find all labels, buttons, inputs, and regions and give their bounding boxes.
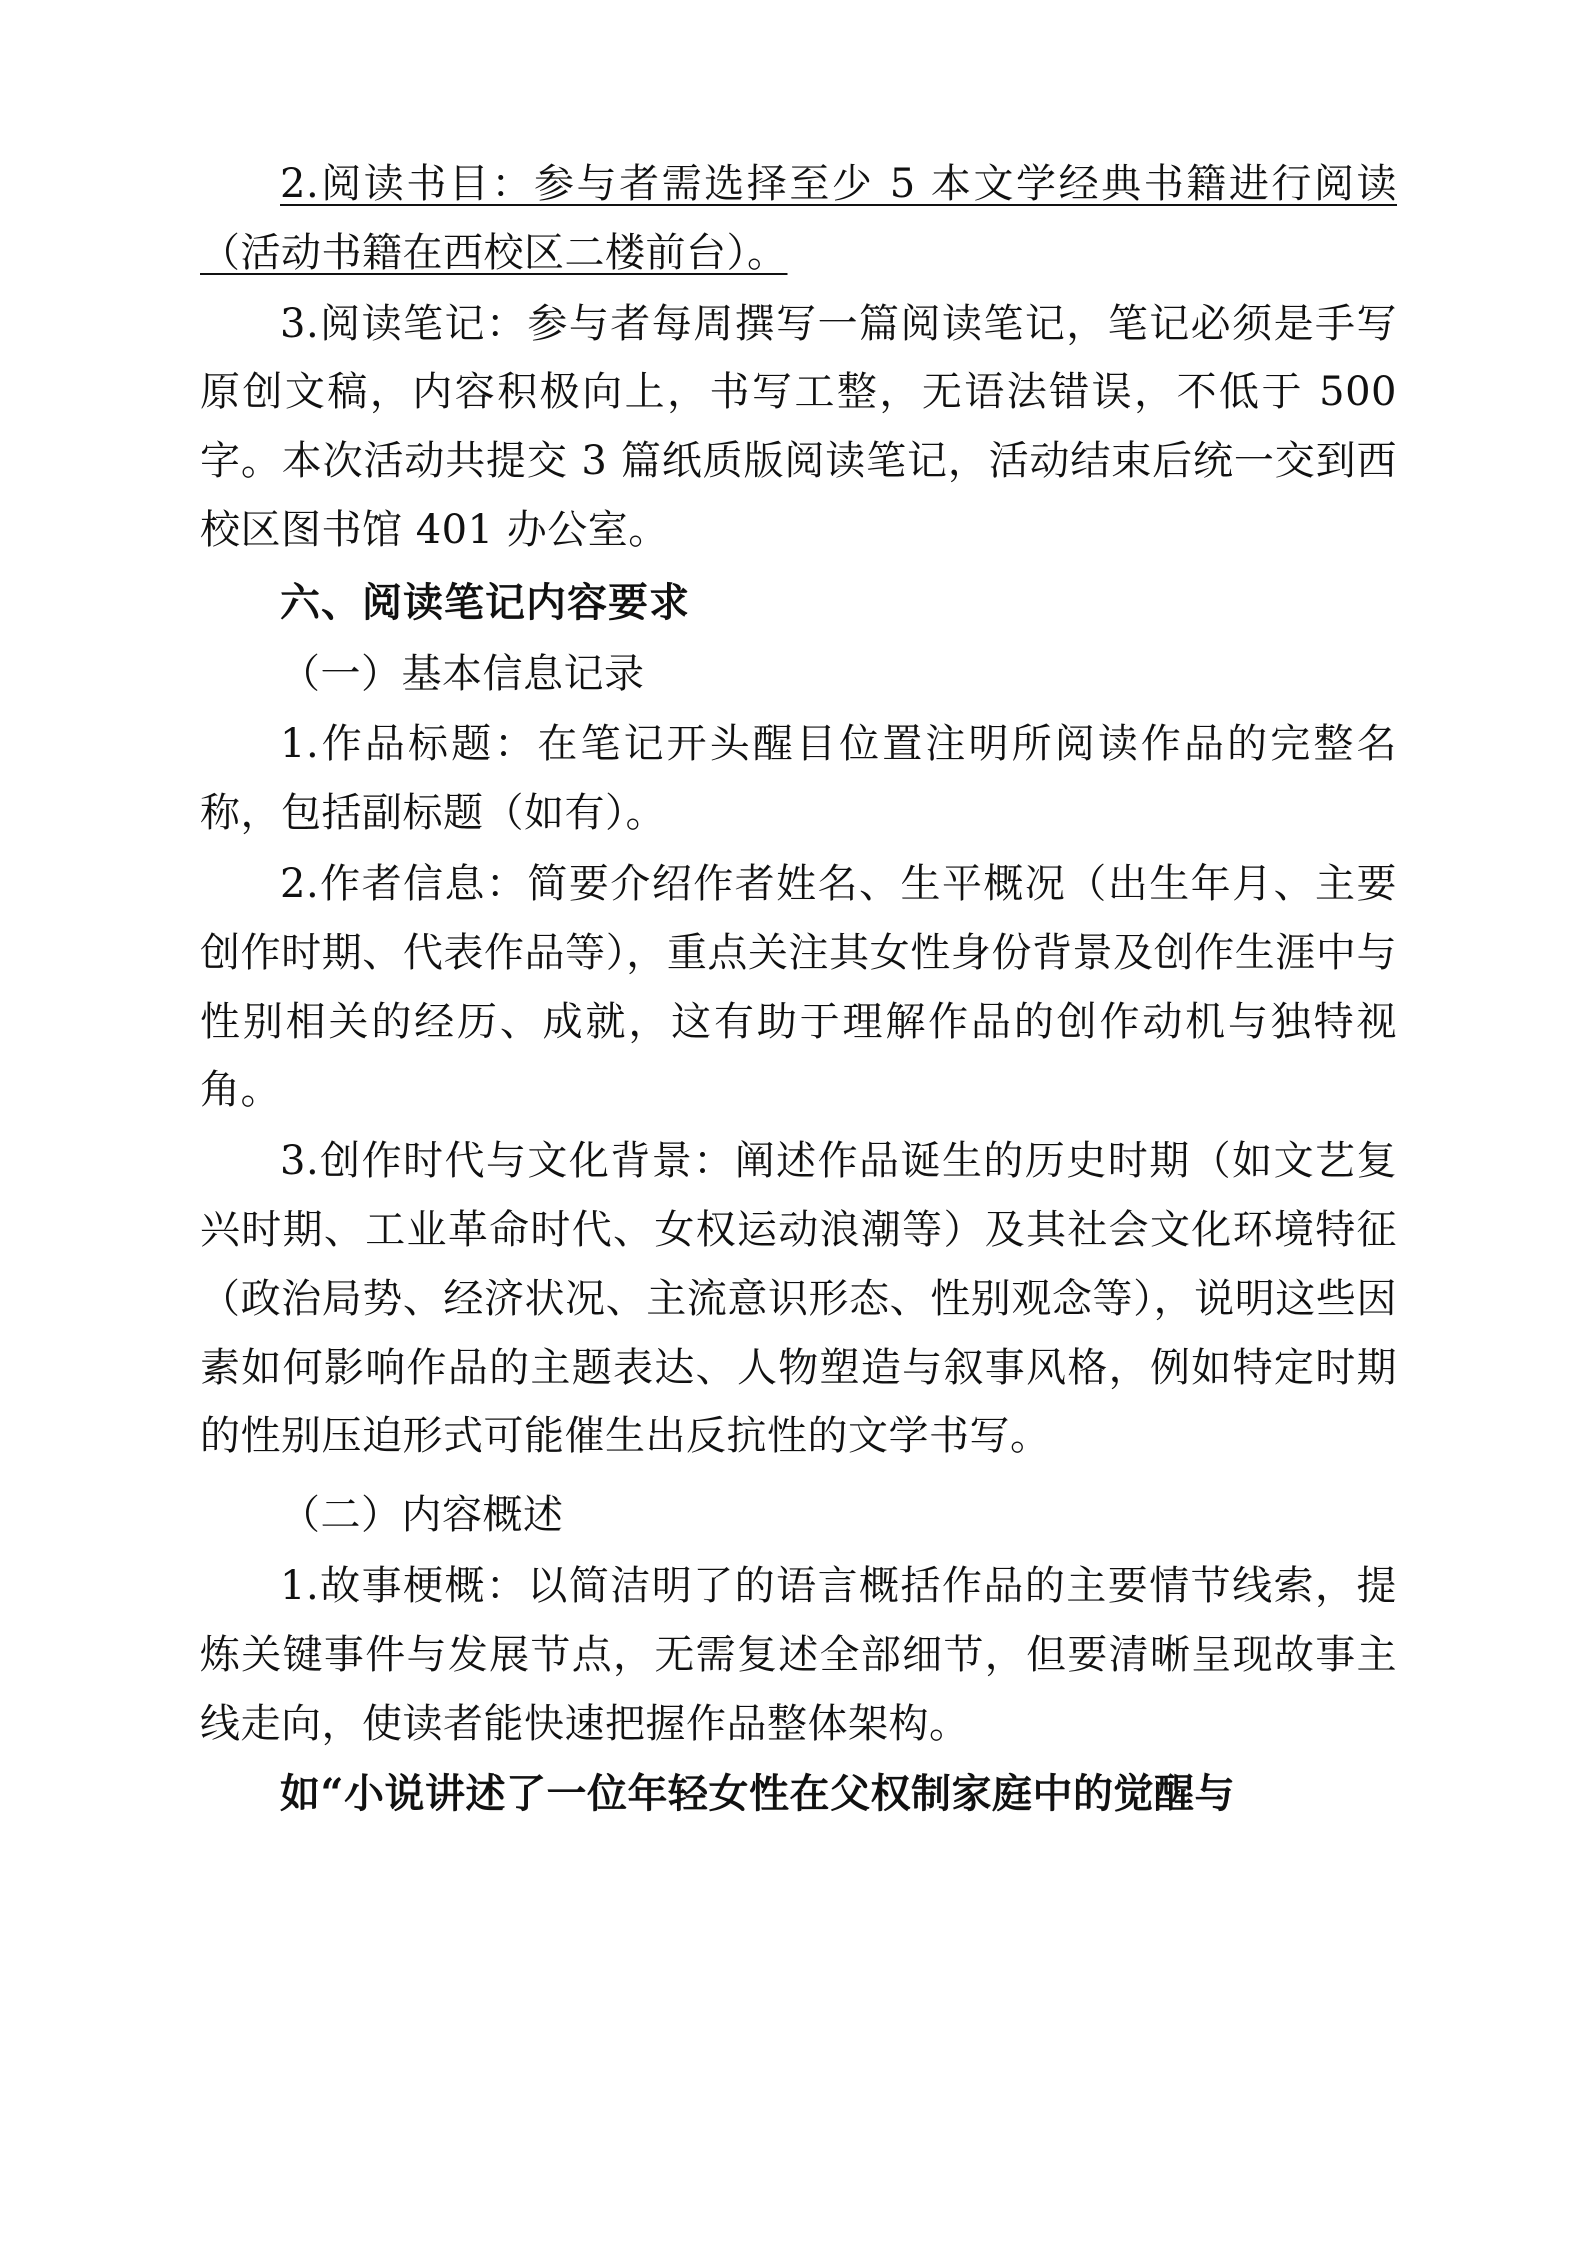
paragraph-work-title: 1.作品标题：在笔记开头醒目位置注明所阅读作品的完整名称，包括副标题（如有）。: [200, 721, 1397, 837]
subsection-heading-basic-info: （一）基本信息记录: [280, 650, 645, 697]
paragraph-spacer: [200, 1473, 1397, 1479]
paragraph-author-info: 2.作者信息：简要介绍作者姓名、生平概况（出生年月、主要创作时期、代表作品等），重点关注其女性身份背景及创作生涯中与性别相关的经历、成就，这有助于理解作品的创作动机与独特视角。: [200, 860, 1397, 1114]
paragraph-reading-list: 2.阅读书目：参与者需选择至少 5 本文学经典书籍进行阅读（活动书籍在西校区二楼前台）。: [200, 161, 1397, 276]
document-body: [200, 150, 1397, 1829]
paragraph-era-culture: 3.创作时代与文化背景：阐述作品诞生的历史时期（如文艺复兴时期、工业革命时代、女权运动浪潮等）及其社会文化环境特征（政治局势、经济状况、主流意识形态、性别观念等），说明这些因素如何影响作品的主题表达、人物塑造与叙事风格，例如特定时期的性别压迫形式可能催生出反抗性的文学书写。: [200, 1138, 1397, 1460]
subsection-heading-content-summary: （二）内容概述: [280, 1492, 564, 1539]
section-heading-six: 六、阅读笔记内容要求: [280, 578, 690, 626]
paragraph-plot-summary: 1.故事梗概：以简洁明了的语言概括作品的主要情节线索，提炼关键事件与发展节点，无需复述全部细节，但要清晰呈现故事主线走向，使读者能快速把握作品整体架构。: [200, 1562, 1397, 1747]
paragraph-reading-notes: 3.阅读笔记：参与者每周撰写一篇阅读笔记，笔记必须是手写原创文稿，内容积极向上，书写工整，无语法错误，不低于 500 字。本次活动共提交 3 篇纸质版阅读笔记，活动结束后统一交到西校区图书馆 401 办公室。: [200, 300, 1397, 553]
paragraph-example-quote: 如“小说讲述了一位年轻女性在父权制家庭中的觉醒与: [280, 1770, 1236, 1818]
